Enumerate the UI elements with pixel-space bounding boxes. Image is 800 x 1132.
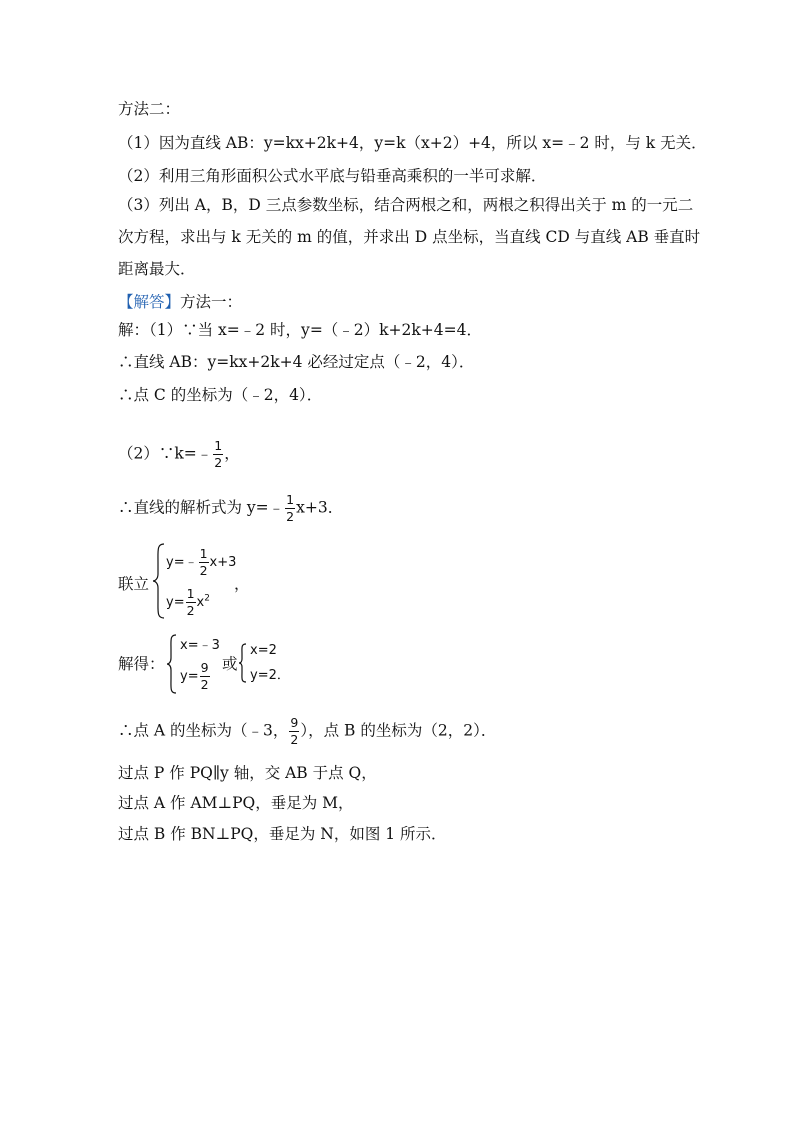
answer-heading (118, 290, 242, 312)
solution-line-2: ∴直线 AB：y=kx+2k+4 必经过定点（﹣2，4）． (118, 353, 475, 371)
solution-line-1: 解：（1）∵当 x=﹣2 时，y=（﹣2）k+2k+4=4． (118, 321, 482, 339)
fraction-nine-halves: $\frac{9}{2}$ (200, 660, 209, 692)
left-brace-solution-2 (238, 642, 248, 684)
fraction-one-half: $\frac{1}{2}$ (286, 492, 295, 524)
system-1-row-2: y= $\frac{1}{2}$ $x^2$ (166, 586, 210, 618)
or-word: 或 (222, 655, 238, 673)
fraction-one-half: $\frac{1}{2}$ (186, 586, 195, 618)
method2-step1: （1）因为直线 AB：y=kx+2k+4，y=k（x+2）+4，所以 x=﹣2 时，与 k 无关． (118, 134, 707, 152)
solution-1-x: x=﹣3 (180, 638, 220, 653)
method1-label: 方法一： (180, 293, 243, 311)
method2-step3-line2: 次方程，求出与 k 无关的 m 的值，并求出 D 点坐标，当直线 CD 与直线 AB 垂直时 (118, 228, 701, 246)
system-1-row-1: y=﹣ $\frac{1}{2}$ x+3 (166, 546, 237, 578)
solution-line-4: （2）∵k=﹣ $\frac{1}{2}$ ， (118, 438, 240, 470)
solution-line-5: ∴直线的解析式为 y=﹣ $\frac{1}{2}$ x+3． (118, 492, 344, 524)
solution-line-9: 过点 P 作 PQ∥y 轴，交 AB 于点 Q， (118, 764, 377, 782)
method2-step3-line1: （3）列出 A，B，D 三点参数坐标，结合两根之和，两根之积得出关于 m 的一元二 (118, 196, 694, 214)
solution-line-10: 过点 A 作 AM⊥PQ，垂足为 M， (118, 794, 354, 812)
method2-title: 方法二： (118, 100, 181, 118)
solution-line-11: 过点 B 作 BN⊥PQ，垂足为 N，如图 1 所示． (118, 825, 447, 843)
method2-step2: （2）利用三角形面积公式水平底与铅垂高乘积的一半可求解． (118, 167, 547, 185)
left-brace-solution-1 (166, 633, 178, 695)
system-1-comma: ， (234, 575, 250, 593)
solution-line-3: ∴点 C 的坐标为（﹣2，4）． (118, 386, 323, 404)
solution-1-y: y= $\frac{9}{2}$ (180, 660, 209, 692)
fraction-one-half: $\frac{1}{2}$ (199, 546, 208, 578)
fraction-nine-halves: $\frac{9}{2}$ (290, 715, 299, 747)
solution-line-8: ∴点 A 的坐标为（﹣3， $\frac{9}{2}$ ），点 B 的坐标为（2，2）． (118, 715, 497, 747)
solution-2-x: x=2 (250, 643, 277, 658)
fraction-one-half: $\frac{1}{2}$ (214, 438, 223, 470)
simultaneous-label: 联立 (118, 575, 150, 593)
solved-label: 解得： (118, 655, 165, 673)
method2-step3-line3: 距离最大． (118, 260, 196, 278)
solution-2-y: y=2． (250, 668, 290, 683)
answer-tag: 【解答】 (118, 293, 181, 311)
left-brace-system-1 (152, 542, 166, 620)
